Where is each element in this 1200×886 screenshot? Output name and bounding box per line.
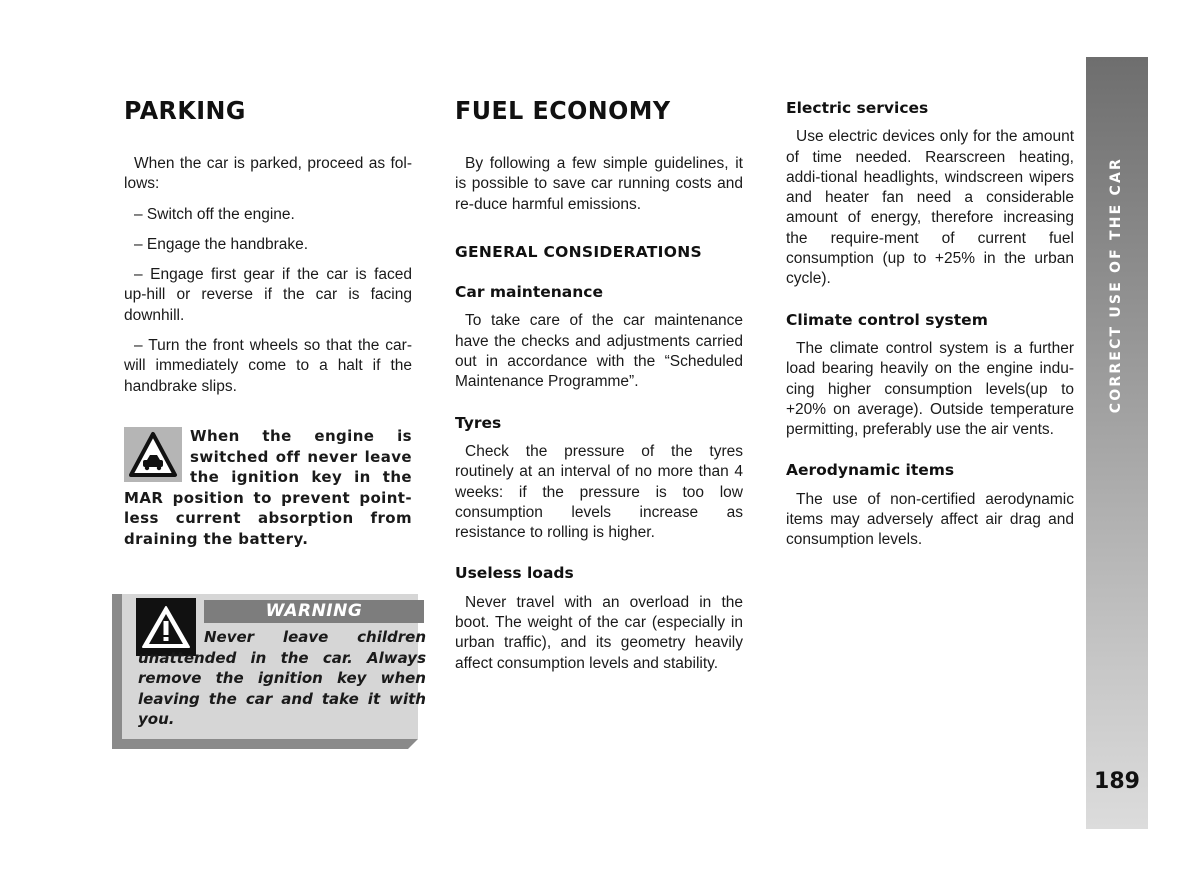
general-considerations-heading: GENERAL CONSIDERATIONS [455,242,702,261]
fuel-economy-column [455,96,743,674]
section-heading: Tyres [455,413,502,432]
warning-text-block [138,627,426,730]
section-text: The use of non-certified aerodynamic items may adversely affect air drag and consumption levels. [786,490,1074,549]
warning-panel [122,594,426,739]
section-heading: Electric services [786,99,929,117]
column-three [786,98,1074,551]
parking-title: PARKING [124,96,246,125]
warning-box [112,594,426,749]
fuel-economy-title: FUEL ECONOMY [455,96,671,125]
warning-text: Never leave children unattended in the car. Always remove the ignition key when leaving the car and take it with you. [138,628,426,729]
section-heading: Car maintenance [455,283,603,302]
section-text: The climate control system is a further load bearing heavily on the engine indu-cing higher consumption levels(up to +20% on average). Outside temperature permitting, preferably use the air vents. [786,339,1074,439]
caution-text: When the engine is switched off never leave the ignition key in the MAR position to prevent point-less current absorption from draining the battery. [124,427,412,548]
warning-title: WARNING [204,600,424,623]
battery-caution-note [124,426,412,549]
section-text: To take care of the car maintenance have the checks and adjustments carried out in accordance with the “Scheduled Maintenance Programme”. [455,312,743,391]
chapter-title: CORRECT USE OF THE CAR [1108,157,1124,414]
parking-step: – Engage the handbrake. [134,235,309,253]
page-number: 189 [1094,769,1140,794]
parking-column [124,96,412,397]
section-text: Never travel with an overload in the boot. The weight of the car (especially in urban traffic), and its geometry heavily affect consumption levels and stability. [455,593,743,672]
parking-step: – Switch off the engine. [134,205,295,223]
section-text: Use electric devices only for the amount of time needed. Rearscreen heating, addi-tional headlights, windscreen wipers and heater fan need a considerable amount of energy, therefore increasing the require-ment of current fuel consumption (up to +25% in the urban cycle). [786,128,1074,288]
section-heading: Climate control system [786,310,988,329]
section-heading: Aerodynamic items [786,461,955,480]
car-hazard-icon [124,427,182,482]
parking-step: – Turn the front wheels so that the car-will immediately come to a halt if the handbrake slips. [124,337,412,395]
section-text: Check the pressure of the tyres routinely at an interval of no more than 4 weeks: if the pressure is too low consumption levels increase as resistance to rolling is higher. [455,442,743,542]
parking-step: – Engage first gear if the car is faced up-hill or reverse if the car is facing downhill. [124,266,412,324]
chapter-side-tab [1086,57,1148,829]
parking-intro: When the car is parked, proceed as fol-lows: [124,155,412,193]
section-heading: Useless loads [455,564,574,583]
fuel-economy-intro: By following a few simple guidelines, it is possible to save car running costs and re-duce harmful emissions. [455,155,743,213]
